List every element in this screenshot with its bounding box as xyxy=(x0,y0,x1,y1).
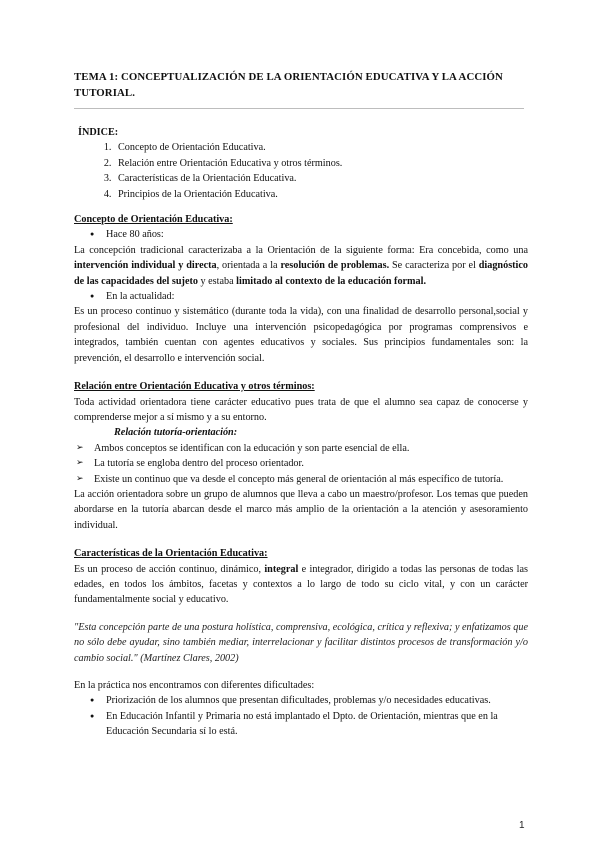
section-heading-concepto xyxy=(74,212,528,227)
paragraph xyxy=(74,243,528,289)
arrow-bullet-icon: ➢ xyxy=(76,442,84,453)
heading-text: Relación entre Orientación Educativa y otros términos: xyxy=(74,381,315,393)
list-text: La tutoría se engloba dentro del proceso orientador. xyxy=(94,458,304,470)
bullet-item xyxy=(74,227,528,242)
document-title xyxy=(74,70,528,101)
horizontal-rule xyxy=(74,108,524,109)
bullet-dot-icon: ● xyxy=(90,711,95,720)
paragraph xyxy=(74,562,528,608)
bullet-text: Priorización de los alumnos que presentan dificultades, problemas y/o necesidades educativas. xyxy=(106,695,491,707)
bold-text: limitado al contexto de la educación formal. xyxy=(236,275,427,287)
paragraph: En la práctica nos encontramos con diferentes dificultades: xyxy=(74,680,315,691)
list-text: Ambos conceptos se identifican con la educación y son parte esencial de ella. xyxy=(94,442,410,454)
arrow-bullet-icon: ➢ xyxy=(76,473,84,484)
index-item: 3. Características de la Orientación Educativa. xyxy=(114,171,528,186)
index-item: 1. Concepto de Orientación Educativa. xyxy=(114,140,528,155)
subheading: Relación tutoría-orientación: xyxy=(114,427,238,439)
page-number: 1 xyxy=(519,820,525,831)
index-item: 2. Relación entre Orientación Educativa y otros términos. xyxy=(114,156,528,171)
heading-text: Concepto de Orientación Educativa: xyxy=(74,214,233,226)
arrow-bullet-icon: ➢ xyxy=(76,458,84,469)
paragraph: Toda actividad orientadora tiene carácter educativo pues trata de que el alumno sea capaz de conocerse y comprenderse mejor a sí mismo y a su entorno. xyxy=(74,396,528,423)
list-text: Existe un continuo que va desde el concepto más general de orientación al más específico de tutoría. xyxy=(94,473,504,485)
bullet-text: Hace 80 años: xyxy=(106,229,164,241)
title-line-2: TUTORIAL. xyxy=(74,86,135,99)
text-run: y estaba xyxy=(197,275,237,287)
arrow-list-item xyxy=(76,456,528,471)
bold-text: resolución de problemas. xyxy=(280,260,390,272)
text-run: La concepción tradicional caracterizaba a la Orientación de la siguiente forma: Era concebida, como una xyxy=(74,244,528,256)
bullet-text: En la actualidad: xyxy=(106,291,175,303)
arrow-list-item xyxy=(76,441,528,456)
bullet-dot-icon: ● xyxy=(90,230,95,239)
arrow-list-item xyxy=(76,472,528,487)
bold-text: intervención individual y directa xyxy=(74,260,217,272)
paragraph: La acción orientadora sobre un grupo de alumnos que lleva a cabo un maestro/profesor. Los temas que pueden abordarse en la tutoría abarcan desde el marco más amplio de la orientación a la atención y asesoramiento individual. xyxy=(74,488,528,531)
bullet-item xyxy=(74,693,528,708)
heading-text: Características de la Orientación Educativa: xyxy=(74,548,268,560)
paragraph: Es un proceso continuo y sistemático (durante toda la vida), con una finalidad de desarrollo personal,social y profesional del individuo. Incluye una intervención psicopedagógica por programas comprensivos e integrados, también cuentan con agentes educativos y sociales. Sus principios fundamentales son: la prevención, el desarrollo e intervención social. xyxy=(74,306,528,364)
spacer xyxy=(74,666,528,678)
bold-text: diagnóstico de las capacidades del sujeto xyxy=(74,260,528,287)
bullet-dot-icon: ● xyxy=(90,292,95,301)
index-list xyxy=(74,140,528,202)
bullet-text: En Educación Infantil y Primaria no está implantado el Dpto. de Orientación, mientras que en la Educación Secundaria sí lo está. xyxy=(106,710,498,738)
index-heading: ÍNDICE: xyxy=(78,127,119,138)
section-heading-relacion xyxy=(74,379,528,394)
bullet-item xyxy=(74,709,528,740)
text-run: e integrador, dirigido a todas las personas de todas las edades, en todos los ámbitos, facetas y contextos a lo largo de todo su ciclo vital, y con un carácter fundamentalmente social y educativo. xyxy=(74,563,528,606)
page-content xyxy=(74,70,528,740)
bullet-dot-icon: ● xyxy=(90,696,95,705)
index-item: 4. Principios de la Orientación Educativa. xyxy=(114,187,528,202)
text-run: Es un proceso de acción continuo, dinámico, xyxy=(74,563,265,575)
title-line-1: TEMA 1: CONCEPTUALIZACIÓN DE LA ORIENTACIÓN EDUCATIVA Y LA ACCIÓN xyxy=(74,71,503,83)
text-run: , orientada a la xyxy=(216,260,281,272)
text-run: Se caracteriza por el xyxy=(389,260,479,272)
section-heading-caracteristicas xyxy=(74,546,528,561)
bullet-item xyxy=(74,289,528,304)
quote: "Esta concepción parte de una postura holística, comprensiva, ecológica, crítica y reflexiva; y enfatizamos que no sólo debe ayudar, sino también mediar, interrelacionar y facilitar distintos procesos de transformación y/o cambio social." (Martínez Clares, 2002) xyxy=(74,621,528,664)
bold-text: integral xyxy=(264,563,299,575)
